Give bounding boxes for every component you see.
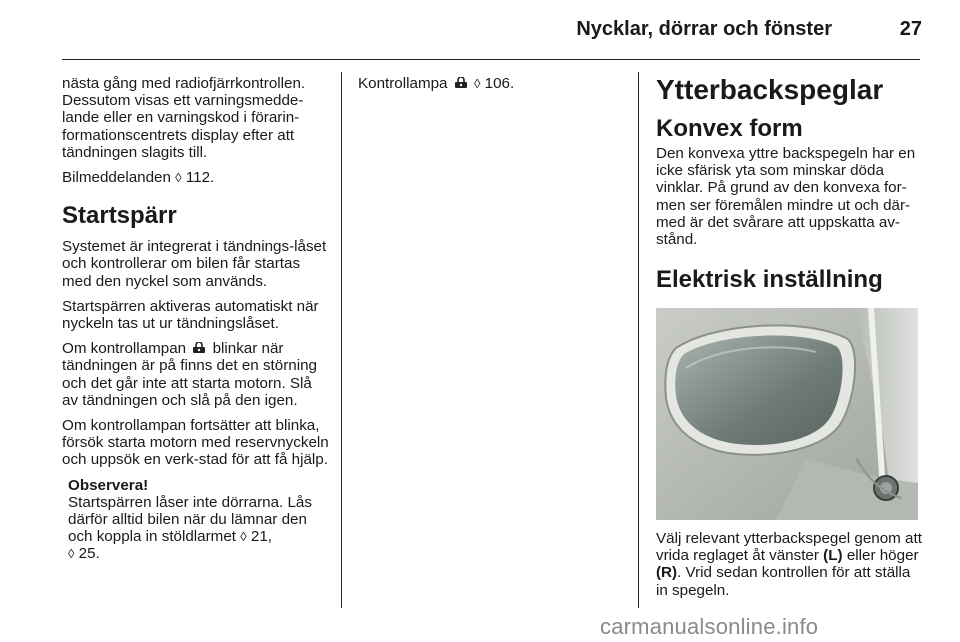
caption-part-1: Välj relevant ytterbackspegel genom att vrida reglaget åt vänster <box>656 530 922 565</box>
caption-left-key: (L) <box>823 547 843 565</box>
page-ref-icon: ◊ <box>68 546 75 562</box>
startspar-heading: Startspärr <box>62 202 177 230</box>
startspar-para-4: Om kontrollampan fortsätter att blinka, försök starta motorn med reservnyckeln och uppsök en verk-stad för att få hjälp. <box>62 417 329 469</box>
page-ref-icon: ◊ <box>240 529 247 545</box>
page-ref-icon: ◊ <box>175 170 182 186</box>
startspar-para-2: Startspärren aktiveras automatiskt när nyckeln tas ut ur tändningslåset. <box>62 297 319 333</box>
note-body <box>68 494 330 563</box>
elektrisk-heading: Elektrisk inställning <box>656 266 883 294</box>
note-box <box>68 477 330 563</box>
startspar-para-1: Systemet är integrerat i tändnings-låset och kontrollerar om bilen får startas med den nyckel som används. <box>62 238 327 290</box>
lamp-text: Kontrollampa <box>358 75 448 92</box>
immobilizer-lamp-icon <box>192 342 206 354</box>
intro-paragraph: nästa gång med radiofjärrkontrollen. Dessutom visas ett varningsmedde-lande eller en varningskod i förarin-formationscentrets display efter att tändningen slagits till. <box>62 75 306 161</box>
lamp-page[interactable]: 106. <box>484 75 515 92</box>
bilmeddelanden-ref <box>62 169 330 186</box>
bilmed-page[interactable]: 112. <box>185 169 215 187</box>
page-ref-icon: ◊ <box>473 76 481 91</box>
para3-after: blinkar när tändningen är på finns det en störning och det går inte att starta motorn. Slå av tändningen och slå på den igen. <box>62 340 317 409</box>
mirror-image-icon <box>656 308 918 520</box>
konvex-heading: Konvex form <box>656 115 803 142</box>
column-divider-1 <box>341 72 342 608</box>
para3-before: Om kontrollampan <box>62 340 187 358</box>
watermark: carmanualsonline.info <box>600 614 819 639</box>
note-ref-2[interactable]: 25. <box>78 545 100 563</box>
startspar-para-3 <box>62 340 330 409</box>
page-header-title: Nycklar, dörrar och fönster <box>576 18 832 40</box>
kontrollampa-ref <box>358 75 608 92</box>
caption-part-3: . Vrid sedan kontrollen för att ställa in spegeln. <box>656 564 911 599</box>
konvex-paragraph: Den konvexa yttre backspegeln har en icke sfärisk yta som minskar döda vinklar. På grund av den konvexa for-men ser föremålen mindre ut och där-med är det svårare att uppskatta av-stånd. <box>656 145 916 249</box>
caption-paragraph <box>656 530 922 599</box>
column-middle <box>358 75 608 100</box>
mirror-illustration <box>656 308 918 520</box>
column-divider-2 <box>638 72 639 608</box>
caption-right-key: (R) <box>656 564 678 582</box>
caption-part-2: eller höger <box>846 547 919 565</box>
column-right <box>656 75 922 294</box>
mirror-caption <box>656 530 922 607</box>
note-text: Startspärren låser inte dörrarna. Lås därför alltid bilen när du lämnar den och koppla in stöldlarmet <box>68 493 312 546</box>
note-title: Observera! <box>68 476 149 494</box>
bilmed-text: Bilmeddelanden <box>62 169 171 187</box>
column-left <box>62 75 330 563</box>
header-rule <box>62 59 920 60</box>
page-number: 27 <box>899 18 922 40</box>
note-ref-1[interactable]: 21, <box>250 528 273 546</box>
immobilizer-lamp-icon <box>454 77 468 89</box>
ytterbackspeglar-heading: Ytterbackspeglar <box>656 74 884 105</box>
